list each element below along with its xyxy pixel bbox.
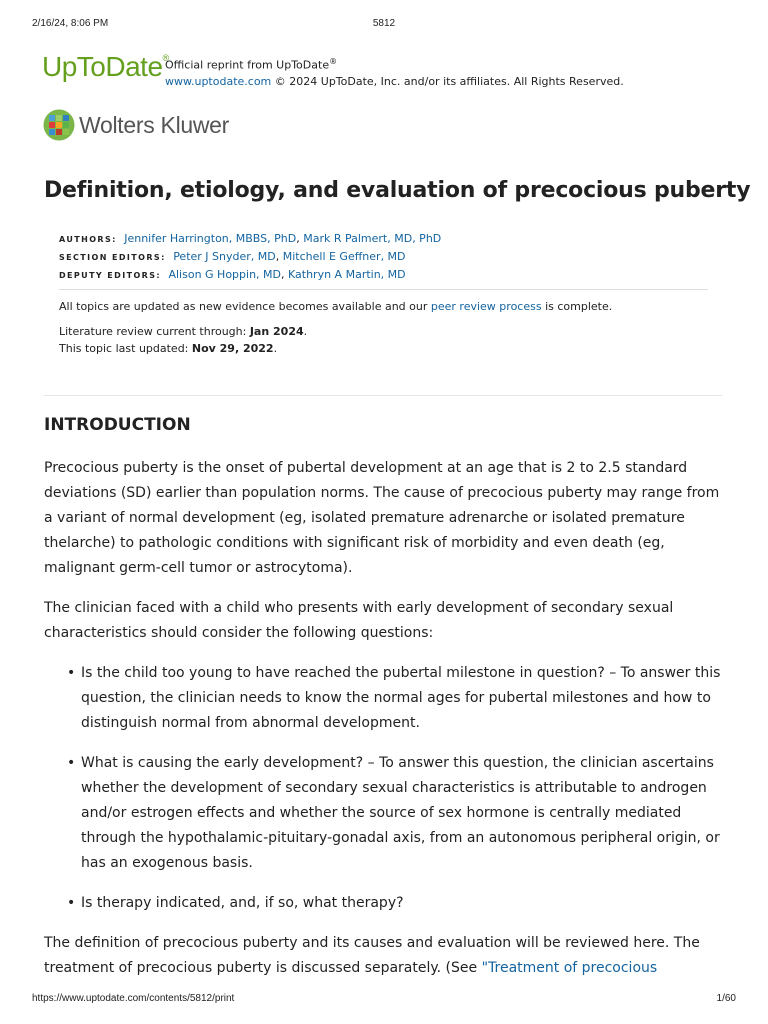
paragraph: The clinician faced with a child who presents with early development of secondary sexual characteristics should consider the following questions: (44, 600, 674, 641)
section-body (44, 456, 726, 996)
peer-review-note: All topics are updated as new evidence becomes available and our peer review process is complete. (59, 300, 613, 313)
deputy-editor-link[interactable]: Alison G Hoppin, MD (168, 268, 282, 281)
bullet-icon: • (67, 895, 76, 911)
section-editors-label: SECTION EDITORS: (59, 253, 166, 262)
publisher-logo (43, 109, 229, 141)
divider (44, 395, 722, 396)
wolters-kluwer-mosaic-icon (43, 109, 75, 141)
question-list (44, 661, 726, 916)
divider (59, 289, 708, 290)
literature-review-date: Literature review current through: Jan 2024. (59, 325, 308, 338)
section-editor-link[interactable]: Mitchell E Geffner, MD (282, 250, 406, 263)
reprint-reg: ® (329, 57, 338, 66)
section-heading: INTRODUCTION (44, 415, 191, 435)
list-item: • Is the child too young to have reached the pubertal milestone in question? – To answer this question, the clinician needs to know the normal ages for pubertal milestones and how to distinguish normal from abnormal development. (44, 661, 726, 736)
reprint-notice (162, 53, 624, 90)
logo-reg: ® (162, 53, 169, 63)
authors-row: AUTHORS: Jennifer Harrington, MBBS, PhD, Mark R Palmert, MD, PhD (59, 232, 442, 245)
section-editors-row: SECTION EDITORS: Peter J Snyder, MD, Mitchell E Geffner, MD (59, 250, 406, 263)
credits (59, 230, 441, 284)
section-editor-link[interactable]: Peter J Snyder, MD (173, 250, 276, 263)
treatment-topic-link[interactable]: "Treatment of precocious (481, 960, 658, 976)
print-doc-id: 5812 (372, 18, 396, 29)
print-url: https://www.uptodate.com/contents/5812/print (32, 993, 235, 1004)
reprint-line: Official reprint from UpToDate (165, 58, 330, 72)
paragraph: Precocious puberty is the onset of pubertal development at an age that is 2 to 2.5 standard deviations (SD) earlier than population norms. The cause of precocious puberty may range from a variant of normal development (eg, isolated premature adrenarche or isolated premature thelarche) to pathologic conditions with significant risk of morbidity and even death (eg, malignant germ-cell tumor or astrocytoma). (44, 460, 720, 576)
deputy-editors-label: DEPUTY EDITORS: (59, 271, 161, 280)
paragraph: The definition of precocious puberty and its causes and evaluation will be reviewed here. The treatment of precocious puberty is discussed separately. (See "Treatment of precocious (44, 935, 700, 976)
publisher-name: Wolters Kluwer (79, 111, 230, 138)
update-notice (59, 298, 612, 357)
author-link[interactable]: Jennifer Harrington, MBBS, PhD (124, 232, 297, 245)
peer-review-link[interactable]: peer review process (430, 300, 542, 313)
site-link[interactable]: www.uptodate.com (165, 74, 272, 88)
article-title: Definition, etiology, and evaluation of precocious puberty (44, 178, 751, 203)
last-updated-date: This topic last updated: Nov 29, 2022. (59, 342, 278, 355)
list-item: • What is causing the early development? – To answer this question, the clinician ascertains whether the development of secondary sexual characteristics is attributable to androgen and/or estrogen effects and whether the source of sex hormone is centrally mediated through the hypothalamic-pituitary-gonadal axis, from an autonomous peripheral origin, or has an exogenous basis. (44, 751, 726, 876)
copyright: © 2024 UpToDate, Inc. and/or its affiliates. All Rights Reserved. (274, 74, 624, 88)
page-number: 1/60 (716, 993, 736, 1004)
authors-label: AUTHORS: (59, 235, 117, 244)
deputy-editor-link[interactable]: Kathryn A Martin, MD (288, 268, 406, 281)
deputy-editors-row: DEPUTY EDITORS: Alison G Hoppin, MD, Kathryn A Martin, MD (59, 268, 406, 281)
logo-text: UpToDate (42, 51, 163, 82)
list-item: • Is therapy indicated, and, if so, what therapy? (44, 891, 726, 916)
bullet-icon: • (67, 755, 76, 771)
author-link[interactable]: Mark R Palmert, MD, PhD (303, 232, 442, 245)
uptodate-logo[interactable] (42, 51, 169, 83)
bullet-icon: • (67, 665, 76, 681)
print-datetime: 2/16/24, 8:06 PM (32, 18, 109, 29)
